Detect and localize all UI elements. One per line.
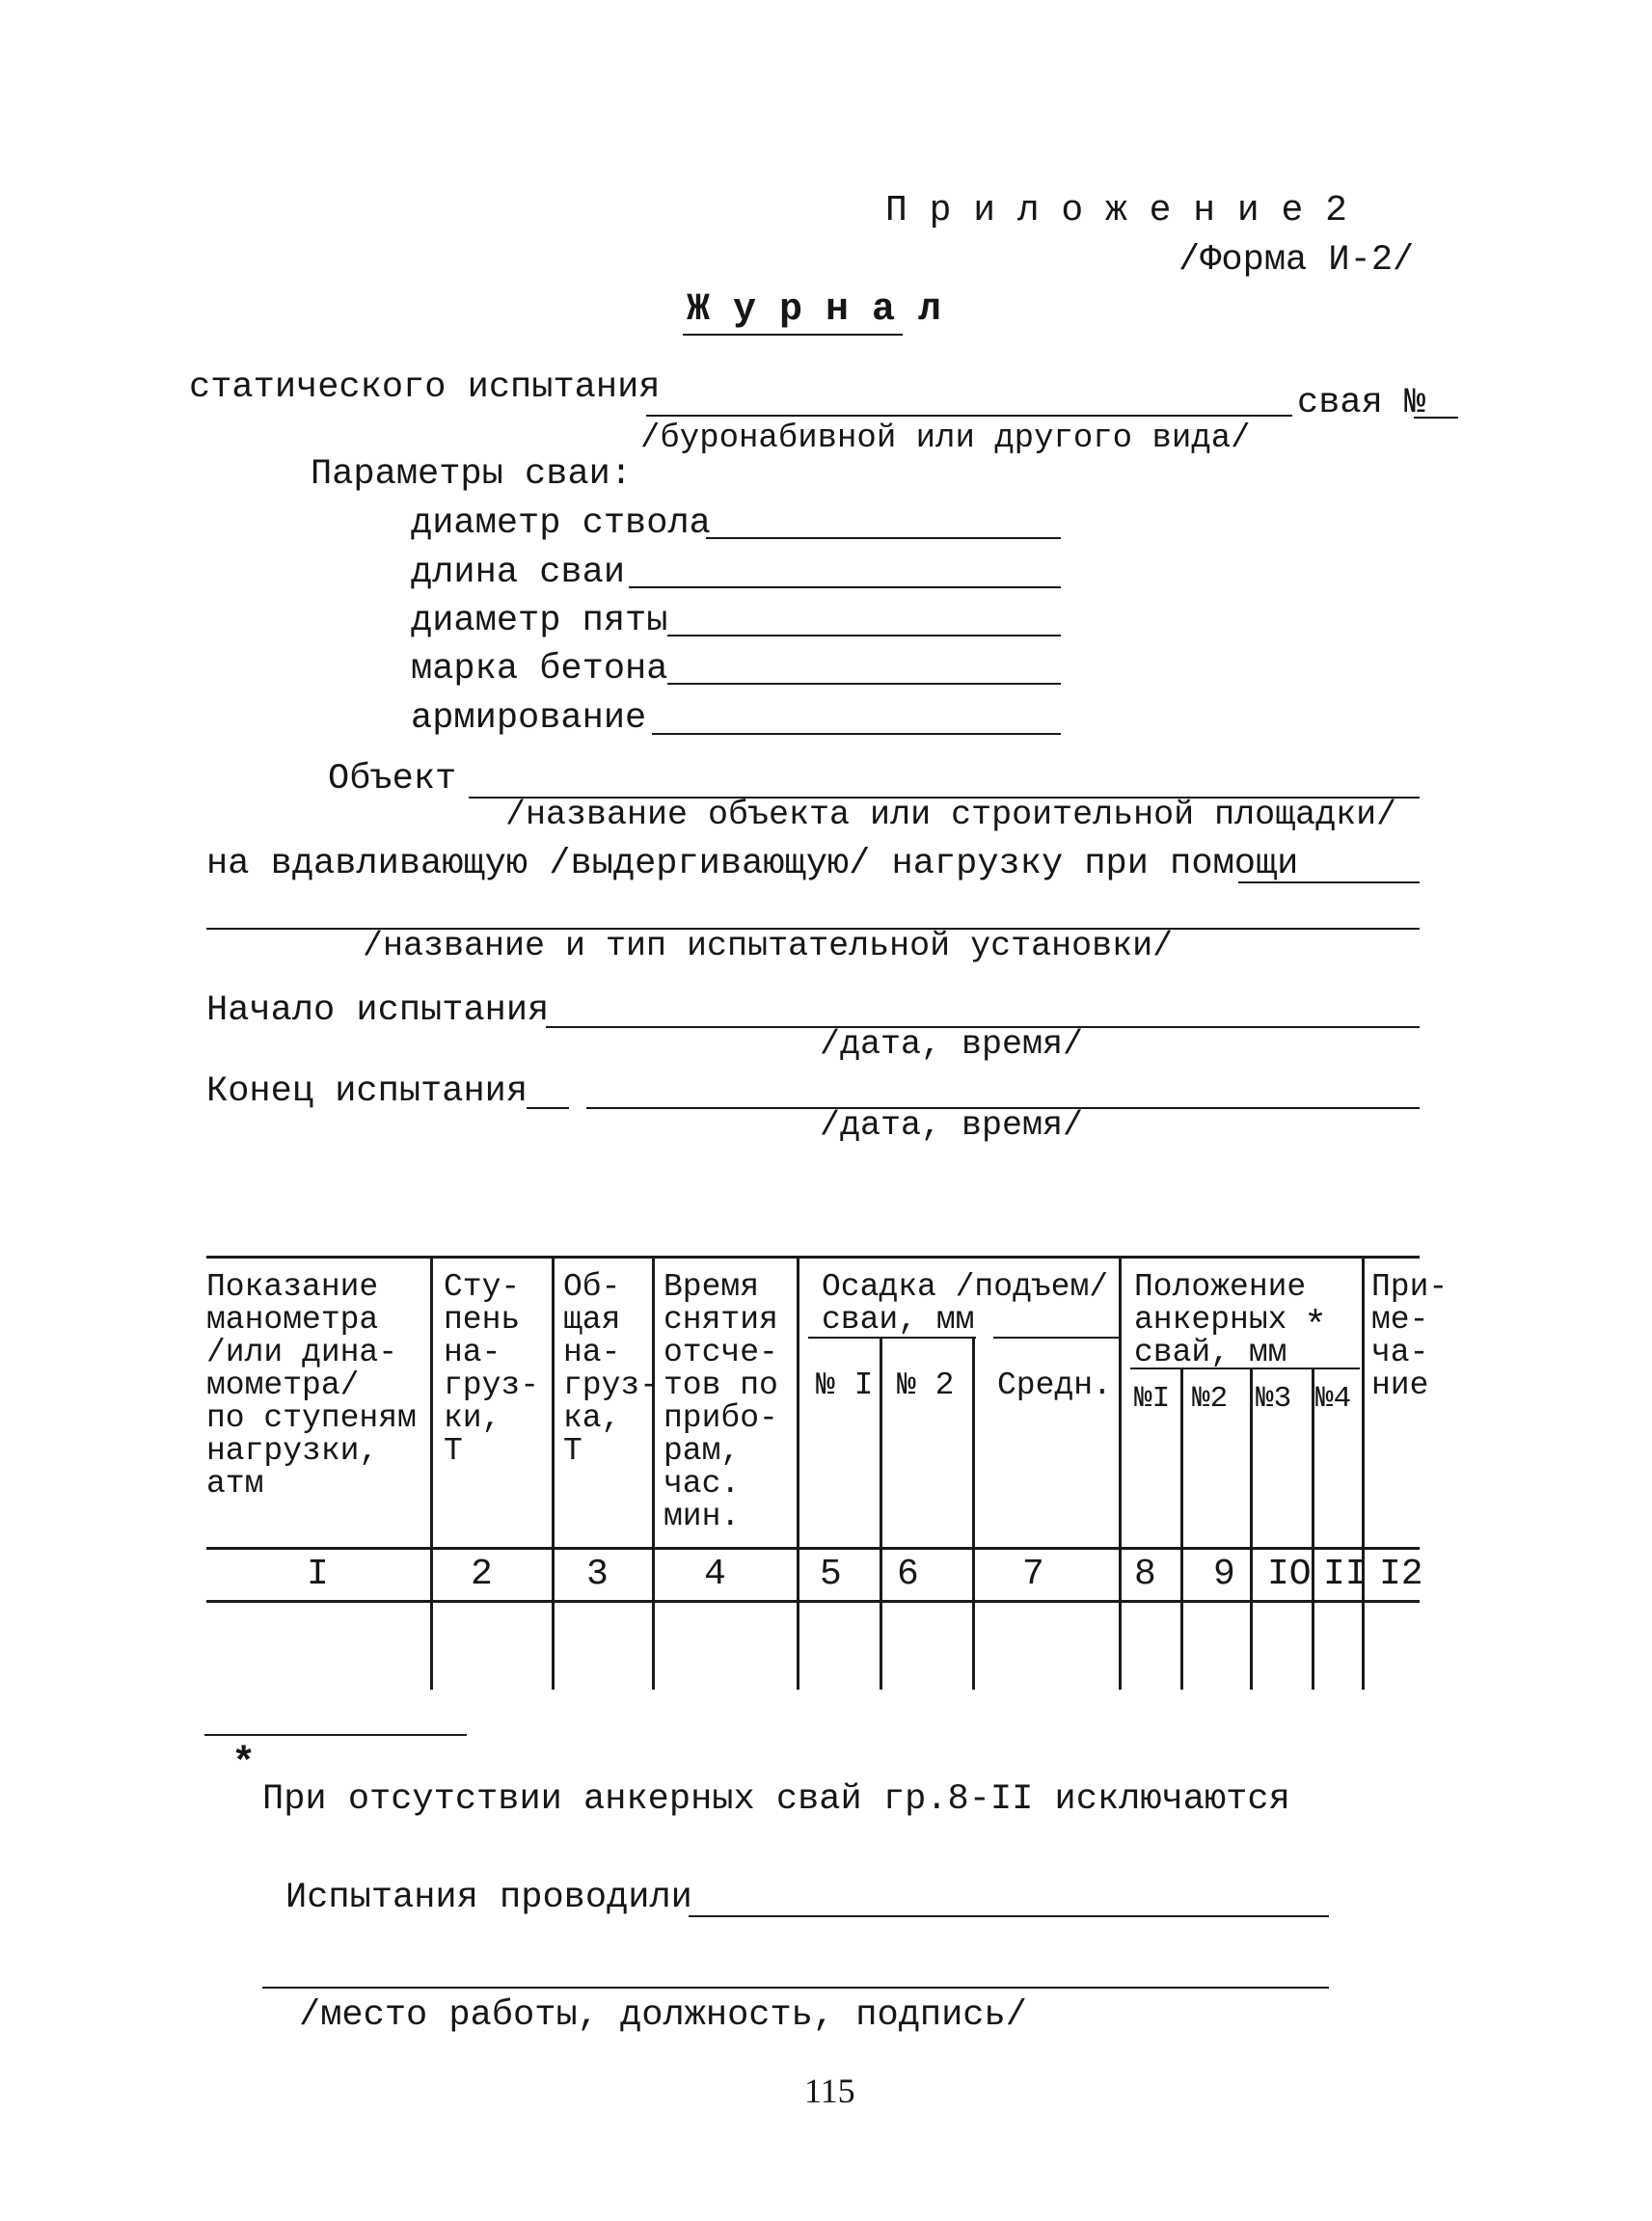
end-label: Конец испытания <box>206 1071 528 1112</box>
column-number: 8 <box>1134 1554 1156 1595</box>
table-top-line <box>206 1256 1420 1259</box>
column-number: 2 <box>471 1554 493 1595</box>
header-notes: При- ме- ча- ние <box>1371 1269 1449 1403</box>
pile-number-label: свая № <box>1297 383 1426 423</box>
header-settle-avg: Средн. <box>997 1368 1112 1403</box>
header-anchor-star: * <box>1304 1306 1328 1349</box>
concrete-grade-field[interactable] <box>667 683 1061 685</box>
title-underline <box>683 334 903 336</box>
col-divider <box>972 1337 975 1690</box>
footnote-divider <box>204 1734 467 1736</box>
column-number: 7 <box>1022 1554 1044 1595</box>
column-number: 9 <box>1213 1554 1235 1595</box>
header-anchor-position: Положение анкерных свай, мм <box>1134 1269 1307 1370</box>
col-divider <box>1362 1256 1365 1690</box>
header-gauge-reading: Показание манометра /или дина- мометра/ по ступеням нагрузки, атм <box>206 1269 417 1502</box>
load-device-field[interactable] <box>1238 881 1420 883</box>
column-number: IO <box>1267 1554 1312 1595</box>
pile-number-field[interactable] <box>1414 417 1458 419</box>
column-number: 3 <box>586 1554 609 1595</box>
col-divider <box>1250 1368 1253 1690</box>
footnote-text: При отсутствии анкерных свай гр.8-II исключаются <box>262 1779 1290 1820</box>
header-settle-2: № 2 <box>897 1368 955 1403</box>
form-label: /Форма И-2/ <box>1178 240 1415 281</box>
column-number: 6 <box>897 1554 919 1595</box>
column-number: II <box>1323 1554 1368 1595</box>
appendix-label: П р и л о ж е н и е 2 <box>885 190 1347 231</box>
column-number: I <box>307 1554 329 1595</box>
header-anchor-2: №2 <box>1192 1382 1229 1416</box>
heel-diameter-field[interactable] <box>667 635 1061 637</box>
params-heading: Параметры сваи: <box>311 454 633 495</box>
table-numbers-bottom-line <box>206 1600 1420 1603</box>
header-settle-1: № I <box>816 1368 874 1403</box>
signature-label: Испытания проводили <box>285 1878 692 1918</box>
param-label: длина сваи <box>411 553 626 593</box>
load-device-hint: /название и тип испытательной установки/ <box>363 927 1174 965</box>
signature-hint: /место работы, должность, подпись/ <box>299 1995 1027 2036</box>
header-reading-time: Время снятия отсче- тов по прибо- рам, час. мин. <box>664 1269 778 1534</box>
pile-type-field[interactable] <box>646 415 1292 417</box>
header-anchor-4: №4 <box>1315 1382 1352 1416</box>
header-anchor-3: №3 <box>1256 1382 1292 1416</box>
col-divider <box>1180 1368 1183 1690</box>
param-label: марка бетона <box>411 649 668 690</box>
object-label: Объект <box>328 759 457 799</box>
col-divider <box>880 1337 882 1690</box>
col-divider <box>1119 1256 1122 1690</box>
page-title: Ж у р н а л <box>687 288 942 332</box>
param-label: диаметр ствола <box>411 503 711 544</box>
header-load-step: Сту- пень на- груз- ки, Т <box>444 1269 540 1469</box>
page-number: 115 <box>804 2072 855 2110</box>
pile-type-hint: /буронабивной или другого вида/ <box>640 420 1251 457</box>
column-number: 5 <box>820 1554 842 1595</box>
col-divider <box>1312 1368 1314 1690</box>
shaft-diameter-field[interactable] <box>706 537 1061 539</box>
param-label: диаметр пяты <box>411 601 668 641</box>
header-total-load: Об- щая на- груз- ка, Т <box>563 1269 660 1469</box>
col-divider <box>797 1256 799 1690</box>
end-datetime-field-a[interactable] <box>527 1107 569 1109</box>
load-label: на вдавливающую /выдергивающую/ нагрузку при помощи <box>206 844 1299 884</box>
param-label: армирование <box>411 698 647 739</box>
col-divider <box>430 1256 433 1690</box>
settle-subheader-line-b <box>993 1337 1119 1339</box>
start-hint: /дата, время/ <box>820 1025 1084 1064</box>
test-type-label: статического испытания <box>189 367 661 408</box>
testers-field-line2[interactable] <box>262 1987 1329 1989</box>
object-hint: /название объекта или строительной площадки/ <box>505 796 1397 834</box>
header-settlement: Осадка /подъем/ сваи, мм <box>822 1269 1109 1338</box>
start-label: Начало испытания <box>206 990 550 1031</box>
reinforcement-field[interactable] <box>652 733 1061 735</box>
footnote-star: * <box>231 1741 257 1787</box>
end-hint: /дата, время/ <box>820 1106 1084 1145</box>
pile-length-field[interactable] <box>629 586 1061 588</box>
table-header-bottom-line <box>206 1547 1420 1550</box>
header-anchor-1: №I <box>1134 1382 1171 1416</box>
col-divider <box>552 1256 555 1690</box>
column-number: I2 <box>1379 1554 1423 1595</box>
column-number: 4 <box>704 1554 726 1595</box>
testers-field[interactable] <box>689 1915 1329 1917</box>
